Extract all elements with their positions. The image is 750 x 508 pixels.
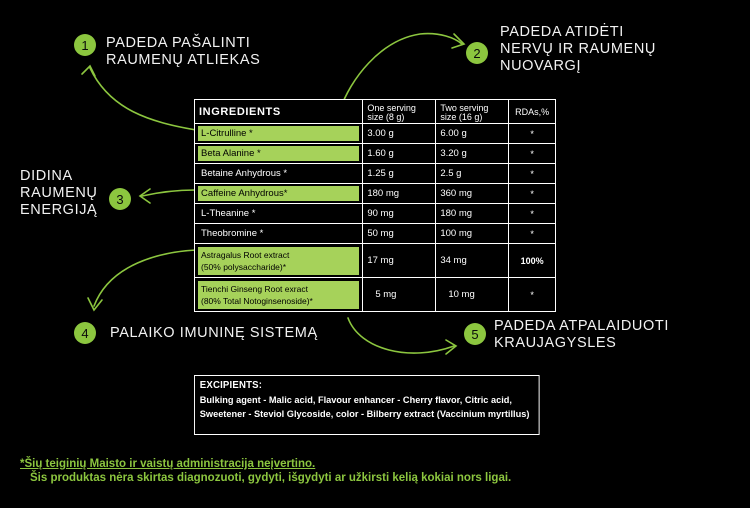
- rda-value: *: [509, 204, 556, 224]
- callout-badge: 2: [466, 42, 488, 64]
- arrow-to-4: [94, 250, 196, 306]
- one-serving-amount: 90 mg: [363, 204, 436, 224]
- ingredient-name: Astragalus Root extract (50% polysaccharide)*: [195, 244, 363, 278]
- callout-1: [74, 34, 260, 69]
- callout-badge: 3: [109, 188, 131, 210]
- disclaimer: [20, 458, 720, 485]
- one-serving-amount: 3.00 g: [363, 124, 436, 144]
- header-two-serving: Two serving size (16 g): [436, 100, 509, 124]
- header-rda: RDAs,%: [509, 100, 556, 124]
- table-row: [195, 184, 556, 204]
- rda-value: *: [509, 278, 556, 312]
- table-row: [195, 164, 556, 184]
- table-row: [195, 244, 556, 278]
- two-serving-amount: 3.20 g: [436, 144, 509, 164]
- table-row: [195, 144, 556, 164]
- table-row: [195, 204, 556, 224]
- ingredient-name: L-Theanine *: [195, 204, 363, 224]
- callout-text: PADEDA PAŠALINTI RAUMENŲ ATLIEKAS: [106, 35, 261, 68]
- ingredient-name: Theobromine *: [195, 224, 363, 244]
- one-serving-amount: 50 mg: [363, 224, 436, 244]
- callout-text: PADEDA ATIDĖTI NERVŲ IR RAUMENŲ NUOVARGĮ: [500, 24, 656, 74]
- one-serving-amount: 1.60 g: [363, 144, 436, 164]
- rda-value: *: [509, 144, 556, 164]
- callout-3: [20, 168, 124, 219]
- two-serving-amount: 6.00 g: [436, 124, 509, 144]
- callout-badge: 1: [74, 34, 96, 56]
- excipients-line: Bulking agent - Malic acid, Flavour enhancer - Cherry flavor, Citric acid,: [199, 394, 512, 406]
- two-serving-amount: 100 mg: [436, 224, 509, 244]
- table-row: [195, 224, 556, 244]
- callout-2: [466, 24, 656, 75]
- callout-text: PADEDA ATPALAIDUOTI KRAUJAGYSLES: [494, 318, 669, 351]
- rda-value: *: [509, 124, 556, 144]
- excipients-box: [194, 375, 540, 435]
- ingredient-name: Beta Alanine *: [195, 144, 363, 164]
- callout-4: [74, 322, 318, 344]
- ingredient-name: Tienchi Ginseng Root exract (80% Total Notoginsenoside)*: [195, 278, 363, 312]
- callout-badge: 5: [464, 323, 486, 345]
- callout-badge: 4: [74, 322, 96, 344]
- ingredients-table: [194, 99, 556, 312]
- callout-text: DIDINA RAUMENŲ ENERGIJĄ: [20, 168, 98, 218]
- table-row: [195, 124, 556, 144]
- rda-value: *: [509, 184, 556, 204]
- rda-value: *: [509, 224, 556, 244]
- rda-value: *: [509, 164, 556, 184]
- arrow-to-3: [142, 190, 195, 196]
- one-serving-amount: 5 mg: [363, 278, 436, 312]
- excipients-title: EXCIPIENTS:: [199, 380, 263, 391]
- two-serving-amount: 360 mg: [436, 184, 509, 204]
- one-serving-amount: 180 mg: [363, 184, 436, 204]
- one-serving-amount: 1.25 g: [363, 164, 436, 184]
- callout-text: PALAIKO IMUNINĘ SISTEMĄ: [110, 324, 318, 341]
- two-serving-amount: 2.5 g: [436, 164, 509, 184]
- disclaimer-line: Šis produktas nėra skirtas diagnozuoti, gydyti, išgydyti ar užkirsti kelią kokiai nors ligai.: [30, 471, 512, 484]
- ingredient-name: Betaine Anhydrous *: [195, 164, 363, 184]
- table-row: [195, 278, 556, 312]
- two-serving-amount: 180 mg: [436, 204, 509, 224]
- one-serving-amount: 17 mg: [363, 244, 436, 278]
- header-ingredients: INGREDIENTS: [195, 100, 363, 124]
- callout-5: [464, 318, 669, 352]
- two-serving-amount: 34 mg: [436, 244, 509, 278]
- header-one-serving: One serving size (8 g): [363, 100, 436, 124]
- rda-value: 100%: [509, 244, 556, 278]
- ingredient-name: L-Citrulline *: [195, 124, 363, 144]
- two-serving-amount: 10 mg: [436, 278, 509, 312]
- table-header-row: [195, 100, 556, 124]
- disclaimer-line: *Šių teiginių Maisto ir vaistų administracija neįvertino.: [20, 458, 316, 470]
- arrow-to-1: [90, 68, 196, 130]
- arrow-to-5: [348, 318, 454, 353]
- excipients-line: Sweetener - Steviol Glycoside, color - Bilberry extract (Vaccinium myrtillus): [199, 409, 530, 420]
- ingredient-name: Caffeine Anhydrous*: [195, 184, 363, 204]
